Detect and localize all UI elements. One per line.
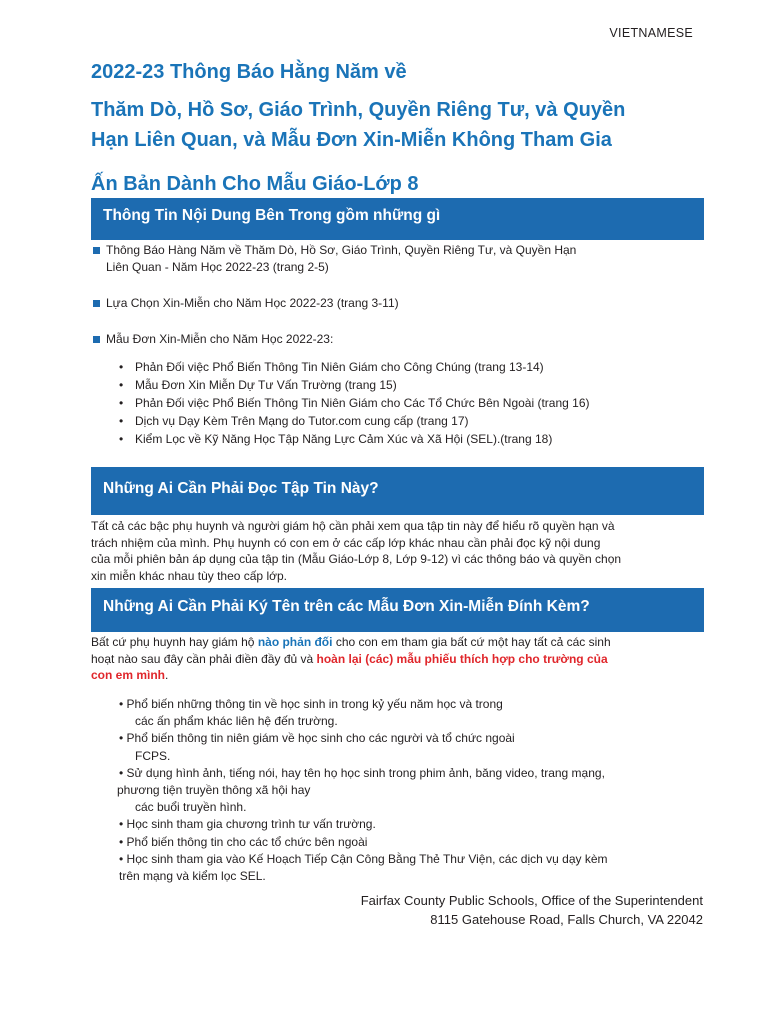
list-item: • Phản Đối việc Phổ Biến Thông Tin Niên Giám cho Công Chúng (trang 13-14) — [119, 358, 590, 376]
list-item: • Phổ biến thông tin cho các tổ chức bên ngoài — [119, 834, 368, 849]
language-label: VIETNAMESE — [609, 26, 693, 40]
highlight-return-forms: hoàn lại (các) mẫu phiếu thích hợp cho trường của — [316, 651, 608, 666]
footer-street: 8115 Gatehouse Road, Falls Church, VA 22042 — [430, 912, 703, 927]
list-item: • Phổ biến những thông tin về học sinh in trong kỷ yếu năm học và trong các ấn phẩm khác liên hệ đến trường. — [119, 697, 503, 729]
footer-address — [361, 891, 703, 929]
section-heading-contents: Thông Tin Nội Dung Bên Trong gồm những gì — [91, 198, 704, 240]
doc-title-main-line2: Hạn Liên Quan, và Mẫu Đơn Xin-Miễn Không Tham Gia — [91, 129, 612, 151]
contents-item-opt-out-forms: Mẫu Đơn Xin-Miễn cho Năm Học 2022-23: — [106, 332, 334, 346]
list-item: • Học sinh tham gia vào Kế Hoạch Tiếp Cận Công Bằng Thẻ Thư Viện, các dịch vụ dạy kèm trên mạng và kiểm lọc SEL. — [119, 851, 608, 884]
section-heading-who-reads: Những Ai Cần Phải Đọc Tập Tin Này? — [91, 467, 704, 515]
list-item: • Phổ biến thông tin niên giám về học sinh cho các người và tổ chức ngoài FCPS. — [119, 731, 515, 763]
doc-title-main — [91, 95, 731, 155]
square-bullet-icon — [93, 300, 100, 307]
list-item: • Mẫu Đơn Xin Miễn Dự Tư Vấn Trường (trang 15) — [119, 376, 590, 394]
list-item: • Kiểm Lọc về Kỹ Năng Học Tập Năng Lực Cảm Xúc và Xã Hội (SEL).(trang 18) — [119, 430, 590, 448]
doc-title-main-line1: Thăm Dò, Hồ Sơ, Giáo Trình, Quyền Riêng Tư, và Quyền — [91, 99, 626, 121]
forms-list — [119, 358, 590, 448]
contents-item-annual-notice: Thông Báo Hàng Năm về Thăm Dò, Hồ Sơ, Giáo Trình, Quyền Riêng Tư, và Quyền Hạn Liên Quan - Năm Học 2022-23 (trang 2-5) — [106, 243, 577, 274]
who-signs-paragraph: Bất cứ phụ huynh hay giám hộ nào phản đối cho con em tham gia bất cứ một hay tất cả các sinh hoạt nào sau đây cần phải điền đầy đủ và hoàn lại (các) mẫu phiếu thích hợp cho trường của con em mình. — [91, 635, 611, 682]
list-item: • Học sinh tham gia chương trình tư vấn trường. — [119, 817, 376, 832]
doc-title-edition: Ấn Bản Dành Cho Mẫu Giáo-Lớp 8 — [91, 173, 419, 195]
who-reads-paragraph: Tất cả các bậc phụ huynh và người giám hộ cần phải xem qua tập tin này để hiểu rõ quyền hạn và trách nhiệm của mình. Phụ huynh có con em ở các cấp lớp khác nhau cần phải đọc kỹ nội dung của mỗi phiên bản áp dụng của tập tin (Mẫu Giáo-Lớp 8, Lớp 9-12) vì các thông báo và quyền chọn xin miễn khác nhau tùy theo cấp lớp. — [91, 519, 622, 583]
activities-list — [119, 696, 709, 885]
list-item: • Dịch vụ Dạy Kèm Trên Mạng do Tutor.com cung cấp (trang 17) — [119, 412, 590, 430]
contents-item-opt-out-choices: Lựa Chọn Xin-Miễn cho Năm Học 2022-23 (trang 3-11) — [106, 296, 399, 310]
highlight-object: nào phản đối — [257, 635, 333, 649]
footer-organization: Fairfax County Public Schools, Office of the Superintendent — [360, 893, 703, 908]
list-item: • Sử dụng hình ảnh, tiếng nói, hay tên họ học sinh trong phim ảnh, băng video, trang mạng, phương tiện truyền thông xã hội hay các buổi truyền hình. — [117, 765, 605, 815]
square-bullet-icon — [93, 336, 100, 343]
doc-title-year: 2022-23 Thông Báo Hằng Năm về — [91, 61, 407, 83]
highlight-child: con em mình — [91, 668, 166, 682]
list-item: • Phản Đối việc Phổ Biến Thông Tin Niên Giám cho Các Tổ Chức Bên Ngoài (trang 16) — [119, 394, 590, 412]
square-bullet-icon — [93, 247, 100, 254]
section-heading-who-signs: Những Ai Cần Phải Ký Tên trên các Mẫu Đơn Xin-Miễn Đính Kèm? — [91, 588, 704, 632]
